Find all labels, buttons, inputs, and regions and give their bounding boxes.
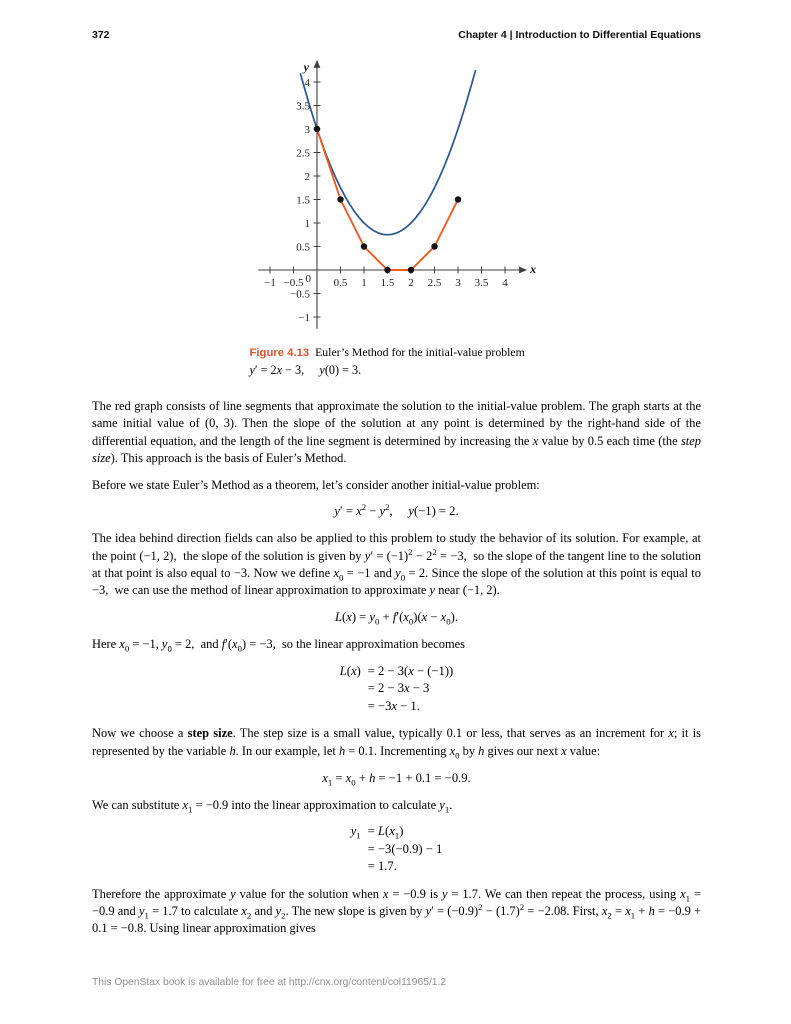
- y-tick-label: 3.5: [295, 100, 310, 113]
- equation-lhs: L(x): [339, 663, 361, 678]
- x-axis-arrow-icon: [519, 267, 527, 274]
- x-tick-label: 1.5: [380, 277, 394, 289]
- y-tick-label: 2: [304, 170, 310, 183]
- equation-line: = 1.7.: [367, 859, 397, 874]
- equation-rhs-lines: [368, 823, 443, 876]
- equation-x1: $x_1 = x_0 + h = -1 + 0.1 = -0.9$.: [322, 770, 471, 788]
- page-number: 372: [92, 29, 110, 41]
- body-text: [92, 398, 701, 947]
- y-axis-arrow-icon: [313, 60, 320, 68]
- y-tick-label: 1: [304, 217, 310, 230]
- x-tick-label: 2.5: [427, 277, 441, 289]
- y-tick-label: 3: [304, 123, 310, 136]
- x-tick-label: −0.5: [283, 277, 303, 289]
- figure-caption-label: Figure 4.13: [249, 347, 310, 359]
- y-tick-label: 2.5: [295, 147, 310, 160]
- x-tick-label: 3.5: [474, 277, 488, 289]
- y-tick-label: 4: [304, 76, 310, 89]
- paragraph-direction-fields: The idea behind direction fields can also be applied to this problem to study the behavior of its solution. For example, at the point (−1, 2), the slope of the solution is given by $y' = (-1)^2 - 2^2 = -3$, so the slope of the tangent line to the solution at that point is also equal to −3. Now we define $x_0 = -1$ and $y_0 = 2$. Since the slope of the solution at this point is equal to −3, we can use the method of linear approximation to approximate y near (−1, 2).: [92, 531, 701, 598]
- x-tick-label: 1: [360, 277, 367, 289]
- x-tick-label: 0.5: [333, 277, 347, 289]
- equation-line: = $L(x_1)$: [367, 824, 404, 841]
- equation-rhs-lines: [368, 663, 453, 716]
- equation-y1: [92, 823, 701, 876]
- paragraph-repeat-process: Therefore the approximate y value for the solution when x = −0.9 is y = 1.7. We can then repeat the process, using $x_1 = -0.9$ and $y_1 = 1.7$ to calculate $x_2$ and $y_2$. The new slope is given by $y' = (-0.9)^2 - (1.7)^2 = -2.08$. First, $x_2 = x_1 + h = -0.9 + 0.1 = -0.8$. Using linear approximation gives: [92, 886, 702, 936]
- y-axis-label: y: [303, 59, 309, 74]
- euler-point-dot: [431, 243, 437, 249]
- equation-line: = −3x − 1.: [367, 698, 420, 713]
- euler-point-dot: [384, 267, 390, 273]
- euler-point-dot: [454, 196, 460, 202]
- y-tick-label: −0.5: [289, 288, 310, 301]
- figure-4-13-chart: [250, 56, 542, 338]
- y-tick-label: 0.5: [295, 241, 310, 254]
- paragraph-substitute: We can substitute $x_1 = -0.9$ into the linear approximation to calculate $y_1$.: [92, 797, 453, 815]
- origin-label: 0: [305, 273, 311, 285]
- equation-line: = −3(−0.9) − 1: [367, 841, 443, 856]
- paragraph-here-values: Here $x_0 = -1$, $y_0 = 2$, and $f'(x_0) = -3$, so the linear approximation becomes: [92, 637, 465, 654]
- x-tick-label: 2: [407, 277, 414, 289]
- equation-L-expansion: [92, 663, 701, 716]
- euler-point-dot: [360, 243, 366, 249]
- equation-linear-approximation: $L(x) = y_0 + f'(x_0)(x - x_0)$.: [335, 610, 458, 627]
- y-tick-label: 1.5: [295, 194, 310, 207]
- figure-caption: [250, 345, 542, 378]
- y-tick-label: −1: [297, 311, 310, 324]
- figure-4-13: [0, 56, 791, 378]
- page-header: [92, 29, 701, 41]
- x-tick-label: 3: [454, 277, 461, 289]
- paragraph-before-theorem: Before we state Euler’s Method as a theorem, let’s consider another initial-value problem:: [92, 477, 540, 492]
- equation-lhs: $y_1$: [350, 824, 361, 841]
- euler-point-dot: [313, 126, 319, 132]
- equation-line: = 2 − 3(x − (−1)): [367, 663, 454, 678]
- figure-caption-equation: y′ = 2x − 3, y(0) = 3.: [249, 362, 362, 377]
- euler-point-dot: [337, 196, 343, 202]
- x-tick-label: −1: [263, 277, 276, 289]
- equation-ivp: $y' = x^2 - y^2$, y(−1) = 2.: [334, 502, 459, 519]
- x-axis-label: x: [529, 262, 536, 276]
- euler-point-dot: [407, 267, 413, 273]
- footer-attribution: This OpenStax book is available for free at http://cnx.org/content/col11965/1.2: [92, 977, 447, 988]
- paragraph-red-graph: The red graph consists of line segments that approximate the solution to the initial-value problem. The graph starts at the same initial value of (0, 3). Then the slope of the solution at any point is determined by the right-hand side of the differential equation, and the length of the line segment is determined by increasing the x value by 0.5 each time (the step size). This approach is the basis of Euler’s Method.: [92, 399, 701, 465]
- solution-curve: [300, 71, 475, 235]
- paragraph-step-size: Now we choose a step size. The step size is a small value, typically 0.1 or less, that serves as an increment for x; it is represented by the variable h. In our example, let h = 0.1. Incrementing $x_0$ by h gives our next x value:: [92, 726, 701, 761]
- chapter-title: Chapter 4 | Introduction to Differential Equations: [458, 29, 701, 41]
- equation-line: = 2 − 3x − 3: [367, 681, 430, 696]
- x-tick-label: 4: [501, 277, 508, 289]
- figure-caption-text: Euler’s Method for the initial-value problem: [315, 345, 525, 359]
